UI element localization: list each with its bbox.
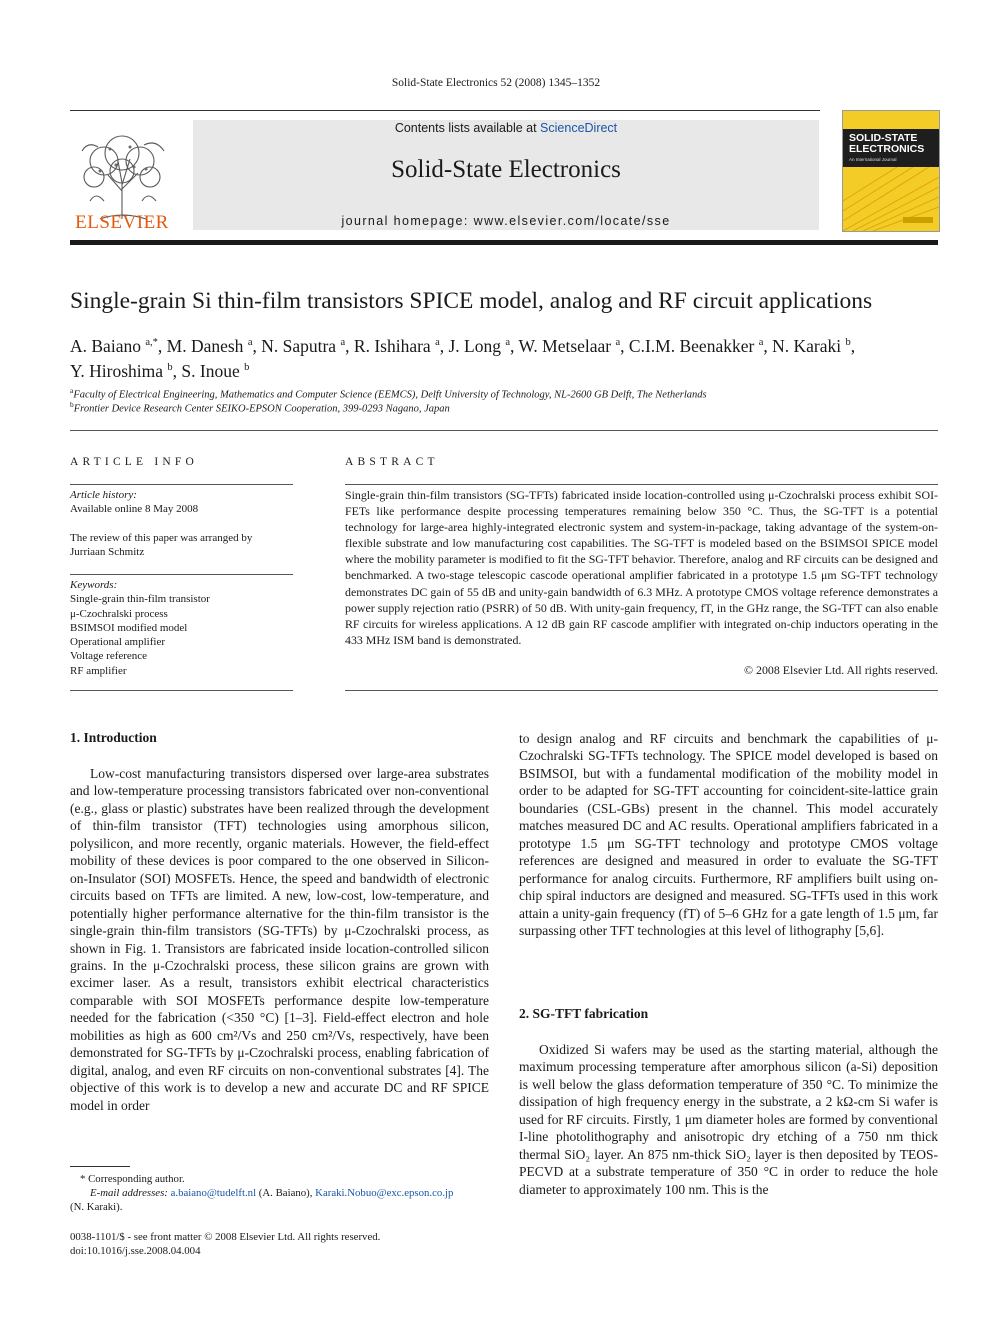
email-link[interactable]: Karaki.Nobuo@exc.epson.co.jp <box>315 1187 454 1199</box>
journal-reference: Solid-State Electronics 52 (2008) 1345–1352 <box>391 77 601 89</box>
corresponding-author-note: * Corresponding author. <box>80 1173 185 1185</box>
article-title: Single-grain Si thin-film transistors SPICE model, analog and RF circuit applications <box>70 288 873 314</box>
author[interactable]: M. Danesh $^a$ <box>166 335 253 356</box>
cover-title-line1: SOLID-STATE <box>849 132 918 144</box>
contents-prefix: Contents lists available at <box>394 121 541 135</box>
author[interactable]: N. Saputra $^a$ <box>261 335 346 356</box>
copyright-notice: © 2008 Elsevier Ltd. All rights reserved. <box>744 663 938 677</box>
homepage-prefix: journal homepage: <box>341 214 474 228</box>
sciencedirect-link[interactable]: ScienceDirect <box>540 121 618 135</box>
affiliation-a: $^a$Faculty of Electrical Engineering, Mathematics and Computer Science (EEMCS), Delft University of Technology, NL-2600 GB Delft, The Netherlands <box>70 386 707 401</box>
keyword: μ-Czochralski process <box>70 607 168 620</box>
fabrication-paragraph: Oxidized Si wafers may be used as the starting material, although the maximum processing temperature after amorphous silicon (a-Si) deposition is well below the glass deformation temperature of 350 °C. To minimize the dissipation of high frequency energy in the substrate, a 2 kΩ-cm Si wafer is used for RF circuits. Firstly, 1 μm diameter holes are formed by conventional I-line photolithography and anisotropic dry etching of a 750 nm thick thermal SiO₂ layer. An 875 nm-thick SiO₂ layer is then deposited by TEOS-PECVD at a substrate temperature of 350 °C in order to reduce the hole diameter to approximately 100 nm. This is the <box>519 1042 938 1197</box>
keyword: Voltage reference <box>70 650 148 663</box>
author-list: A. Baiano $^{a,*}$, M. Danesh $^a$, N. Saputra $^a$, R. Ishihara $^a$, J. Long $^a$, W. Metselaar $^a$, C.I.M. Beenakker $^a$, N. Karaki $^b$, Y. Hiroshima $^b$, S. Inoue $^b$ <box>70 335 856 381</box>
keywords-label: Keywords: <box>70 579 118 591</box>
author[interactable]: R. Ishihara $^a$ <box>353 335 440 356</box>
email-link[interactable]: a.baiano@tudelft.nl <box>170 1187 257 1199</box>
keyword: Single-grain thin-film transistor <box>70 593 210 606</box>
history-label: Article history: <box>70 489 137 501</box>
header-divider <box>70 110 820 111</box>
introduction-paragraph: Low-cost manufacturing transistors dispersed over large-area substrates and low-temperature processing transistors fabricated over non-conventional (e.g., glass or plastic) substrates have been realized through the development of thin-film transistor (TFT) technologies using amorphous silicon, polysilicon, and more recently, organic materials. However, the field-effect mobility of these devices is poor compared to the one observed in Silicon-on-Insulator (SOI) MOSFETs. Hence, the speed and bandwidth of electronic circuits based on TFTs are limited. A new, low-cost, low-temperature, and potentially higher performance alternative for the thin-film transistor is the single-grain thin-film transistors (SG-TFTs) by μ-Czochralski process, as shown in Fig. 1. Transistors are fabricated inside location-controlled silicon grains. In the μ-Czochralski process, these silicon grains are grown with excimer laser. As a result, transistors exhibit electrical characteristics comparable with SOI MOSFETs performance despite low-temperature needed for the fabrication (<350 °C) [1–3]. Field-effect electron and hole mobilities as high as 600 cm²/Vs and 250 cm²/Vs, respectively, have been demonstrated for SG-TFTs by μ-Czochralski process, enabling fabrication of digital, analog, and even RF circuits on non-conventional substrates [4]. The objective of this work is to develop a new and accurate DC and RF SPICE model in order <box>70 766 489 1113</box>
email-addresses <box>70 1186 489 1200</box>
author[interactable]: S. Inoue $^b$ <box>181 360 250 381</box>
affiliation-b: $^b$Frontier Device Research Center SEIKO-EPSON Cooperation, 399-0293 Nagano, Japan <box>70 400 450 415</box>
homepage-url[interactable]: www.elsevier.com/locate/sse <box>473 214 671 228</box>
keyword: BSIMSOI modified model <box>70 621 188 634</box>
journal-cover-thumbnail <box>842 110 940 232</box>
abstract-text: Single-grain thin-film transistors (SG-TFTs) fabricated inside location-controlled using μ-Czochralski process exhibit SOI-FETs like performance despite processing temperatures remaining below 350 °C. Thus, the SG-TFT is a potential technology for large-area highly-integrated electronic system and system-in-package, taking advantage of the system-on-flexible substrate and low manufacturing cost capabilities. The SG-TFT is modeled based on the BSIMSOI SPICE model where the mobility parameter is modified to fit the SG-TFT behavior. Therefore, analog and RF circuits can be designed and benchmarked. A two-stage telescopic cascode operational amplifier fabricated in a prototype 1.5 μm SG-TFT technology demonstrates DC gain of 55 dB and unity-gain bandwidth of 6.3 MHz. A prototype CMOS voltage reference demonstrates a power supply rejection ratio (PSRR) of 50 dB. With unity-gain frequency, fT, in the GHz range, the SG-TFT can also enable RF circuits for wireless applications. A 12 dB gain RF cascode amplifier with integrated on-chip inductors operating in the 433 MHz ISM band is demonstrated. <box>345 488 938 647</box>
elsevier-wordmark: ELSEVIER <box>75 212 169 233</box>
section-heading-fabrication: 2. SG-TFT fabrication <box>519 1006 649 1021</box>
author[interactable]: J. Long $^a$ <box>448 335 511 356</box>
cover-title-line2: ELECTRONICS <box>849 143 925 155</box>
cover-subtitle: An International Journal <box>849 157 897 162</box>
article-info-heading: ARTICLE INFO <box>70 456 198 468</box>
review-note-line2: Jurriaan Schmitz <box>70 546 145 559</box>
info-divider <box>70 690 293 691</box>
contents-availability <box>193 121 819 135</box>
author[interactable]: Y. Hiroshima $^b$ <box>70 360 173 381</box>
email-owner-2: (N. Karaki). <box>70 1201 123 1213</box>
history-value: Available online 8 May 2008 <box>70 503 199 516</box>
cover-pattern-icon <box>843 167 939 231</box>
author[interactable]: A. Baiano $^{a,*}$ <box>70 335 158 356</box>
abstract-divider <box>345 690 938 691</box>
introduction-paragraph-continued: to design analog and RF circuits and benchmark the capabilities of μ-Czochralski SG-TFTs technology. The SPICE model developed is based on BSIMSOI, but with a fundamental modification of the mobility model in order to be adapted for SG-TFT accounting for coincident-site-lattice grain boundaries (CSL-GBs) present in the channel. This model accurately matches measured DC and AC results. Operational amplifiers fabricated in a prototype 1.5 μm SG-TFT technology and prototype CMOS voltage references are designed and measured in order to evaluate the SG-TFT performance for analog circuits. Furthermore, RF amplifiers built using on-chip spiral inductors are designed and measured. SG-TFTs used in this work attain a unity-gain frequency (fT) of 5–6 GHz for a gate length of 1.5 μm, far surpassing other TFT technologies at this level of lithography [5,6]. <box>519 731 938 938</box>
abstract-divider <box>345 484 938 485</box>
author[interactable]: C.I.M. Beenakker $^a$ <box>628 335 764 356</box>
journal-title: Solid-State Electronics <box>391 156 621 183</box>
email-owner: (A. Baiano), <box>258 1187 313 1199</box>
author[interactable]: N. Karaki $^b$ <box>772 335 851 356</box>
author[interactable]: W. Metselaar $^a$ <box>518 335 621 356</box>
doi-line[interactable]: doi:10.1016/j.sse.2008.04.004 <box>70 1245 201 1257</box>
section-heading-introduction: 1. Introduction <box>70 730 157 745</box>
keyword: Operational amplifier <box>70 636 165 649</box>
abstract-heading: ABSTRACT <box>345 456 439 468</box>
header-thick-divider <box>70 240 938 245</box>
review-note-line1: The review of this paper was arranged by <box>70 532 253 544</box>
info-divider <box>70 484 293 485</box>
review-note <box>70 531 294 560</box>
affiliation-divider <box>70 430 938 431</box>
journal-homepage <box>193 214 819 228</box>
keywords-block <box>70 578 294 678</box>
info-divider <box>70 574 293 575</box>
article-history <box>70 488 294 517</box>
cover-title <box>849 133 935 155</box>
footnote-divider <box>70 1166 130 1167</box>
issn-line: 0038-1101/$ - see front matter © 2008 Elsevier Ltd. All rights reserved. <box>70 1231 381 1243</box>
keyword: RF amplifier <box>70 664 127 677</box>
email-label: E-mail addresses: <box>90 1187 168 1199</box>
